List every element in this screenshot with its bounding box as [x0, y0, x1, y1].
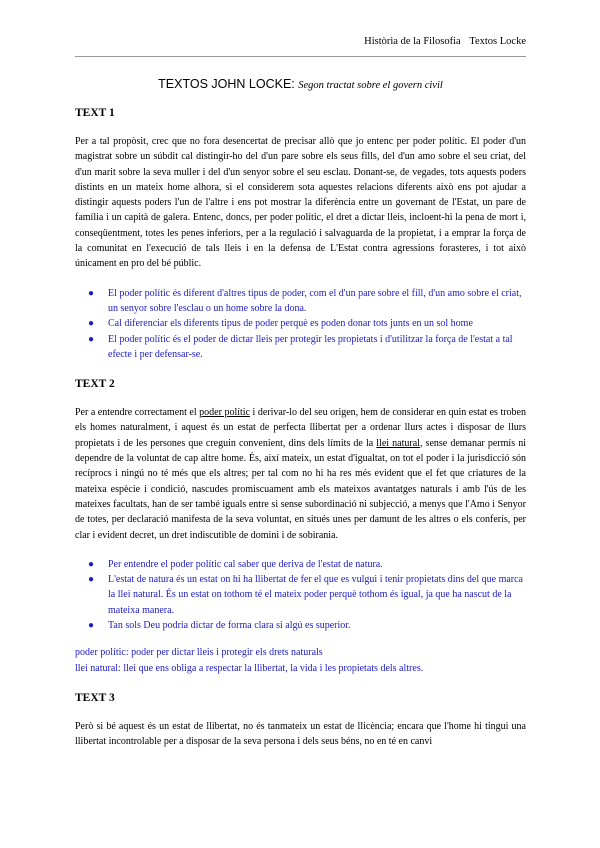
text2-body-part1: Per a entendre correctament el: [75, 407, 200, 419]
text1-notes: [75, 286, 526, 362]
bullet-icon: ●: [88, 574, 95, 586]
text2-body-part3: , sense demanar permís ni dependre de la voluntat de cap altre home. És, així mateix, un estat d'igualtat, on tot el poder i la jurisdicció són recíprocs i ningú no té més que els altres; per tal com no hi ha res més evident que el fet que criatures de la mateixa espècie i condició, nascudes promiscuament amb els mateixos avantatges naturals i amb l'ús de les mateixes facultats, han de ser també iguals entre si sense subordinació ni subjecció, a menys que l'Amo i Senyor de totes, per declaració manifesta de la seva voluntat, en situés unes per damunt de les altres o els conferís, per clar i evident decret, un dret indiscutible de domini i de sobirania.: [75, 437, 526, 541]
bullet-icon: ●: [88, 287, 95, 299]
text1-body: Per a tal propòsit, crec que no fora desencertat de precisar allò que jo entenc per poder polític. El poder d'un magistrat sobre un súbdit cal distingir-ho del d'un pare sobre els seus fills, del d'un amo sobre el seu criat, del d'un marit sobre la seva muller i del d'un senyor sobre el seu esclau. Donant-se, de vegades, tots aquests poders distints en un mateix home alhora, si el considerem sota aquestes relacions diferents això ens pot ajudar a distingir aquests poders l'un de l'altre i ens pot mostrar la diferència entre un governant de l'Estat, un pare de família i un capità de galera. Entenc, doncs, per poder polític, el dret a dictar lleis, incloent-hi la pena de mort i, conseqüentment, totes les penes inferiors, per a la regulació i salvaguarda de la propietat, i a emprar la força de la comunitat en l'execució de tals lleis i en la defensa de L'Estat contra agressions forasteres, i tot això únicament en pro del bé públic.: [75, 136, 526, 270]
title-subtitle: Segon tractat sobre el govern civil: [298, 80, 443, 91]
list-item: [75, 572, 526, 618]
page-header: [75, 36, 526, 47]
list-item: [75, 557, 526, 572]
list-item: [75, 286, 526, 317]
text3-section: [75, 692, 526, 750]
bullet-icon: ●: [88, 318, 95, 330]
document-title: [75, 77, 526, 91]
note-text: El poder polític és el poder de dictar lleis per protegir les propietats i d'utilitzar la força de l'estat a tal efecte i per defensar-se.: [108, 333, 513, 360]
note-text: Cal diferenciar els diferents tipus de poder perquè es poden donar tots junts en un sol home: [108, 318, 473, 330]
text3-heading: TEXT 3: [75, 691, 115, 704]
title-main: TEXTOS JOHN LOCKE:: [158, 77, 295, 91]
note-text: Per entendre el poder polític cal saber que deriva de l'estat de natura.: [108, 558, 383, 570]
text1-section: [75, 107, 526, 362]
text2-heading: TEXT 2: [75, 378, 115, 391]
text1-heading: TEXT 1: [75, 107, 115, 119]
header-subject: Història de la Filosofia: [364, 36, 461, 47]
text2-body-part2: i derivar-lo del seu origen, hem de considerar en quin estat es troben els homes naturalment, i aquest és un estat de perfecta llibertat per a ordenar llurs actes i disposar de llurs propietats i de les persones que creguin convenient, dins dels límits de la: [75, 407, 526, 449]
term-poder-politic: poder polític: [199, 407, 251, 419]
text2-definitions: [75, 645, 526, 676]
list-item: [75, 332, 526, 363]
text2-body: [75, 405, 526, 543]
bullet-icon: ●: [88, 558, 95, 570]
definition-poder-politic: poder polític: poder per dictar lleis i protegir els drets naturals: [75, 647, 323, 659]
header-rule: [75, 56, 526, 57]
term-llei-natural: llei natural: [376, 437, 420, 449]
list-item: [75, 316, 526, 331]
note-text: L'estat de natura és un estat on hi ha llibertat de fer el que es vulgui i tenir propietats dins del que marca la llei natural. És un estat on tothom té el mateix poder perquè tothom és igual, ja que ha nascut de la mateixa manera.: [108, 574, 523, 616]
document-content: [75, 107, 526, 766]
note-text: Tan sols Deu podria dictar de forma clara si algú es superior.: [108, 620, 351, 632]
text2-section: [75, 378, 526, 676]
note-text: El poder polític és diferent d'altres tipus de poder, com el d'un pare sobre el fill, d'un amo sobre el criat, un senyor sobre l'esclau o un home sobre la dona.: [108, 287, 522, 314]
bullet-icon: ●: [88, 333, 95, 345]
header-topic: Textos Locke: [469, 36, 526, 47]
definition-llei-natural: llei natural: llei que ens obliga a respectar la llibertat, la vida i les propietats dels altres.: [75, 662, 424, 674]
text3-body: Però si bé aquest és un estat de llibertat, no és tanmateix un estat de llicència; encara que l'home hi tingui una llibertat incontrolable per a disposar de la seva persona i dels seus béns, no en té en canvi: [75, 720, 526, 748]
list-item: [75, 618, 526, 633]
text2-notes: [75, 557, 526, 633]
bullet-icon: ●: [88, 620, 95, 632]
